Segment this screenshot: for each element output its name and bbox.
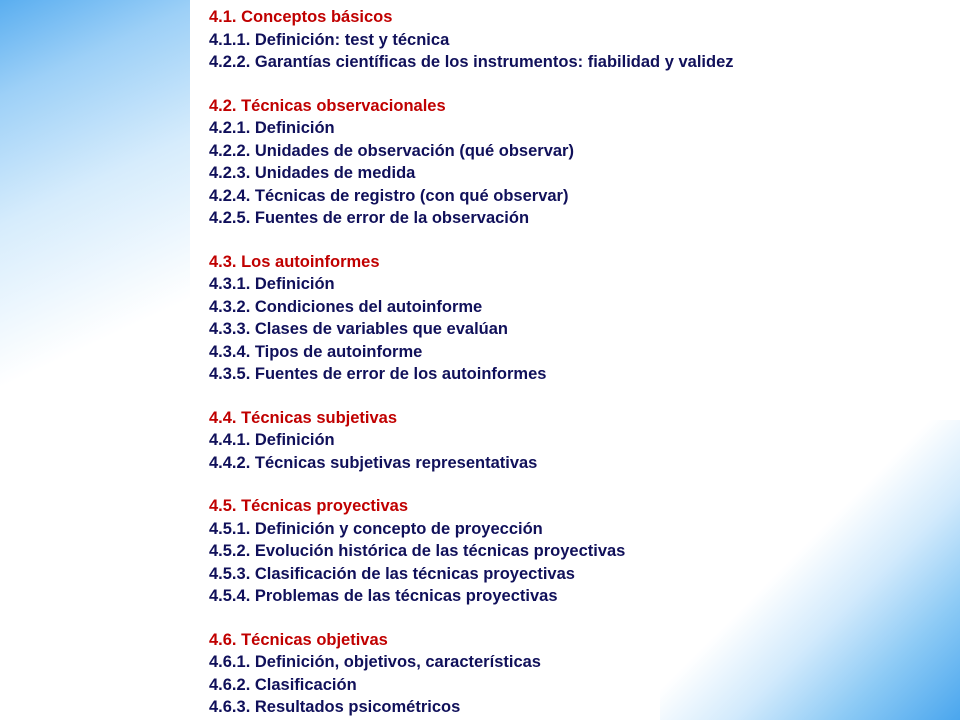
course-outline [209,6,929,720]
outline-item: 4.2.3. Unidades de medida [209,164,416,182]
outline-item: 4.2.2. Unidades de observación (qué observar) [209,141,574,160]
outline-item: 4.3.4. Tipos de autoinforme [209,342,423,361]
outline-item: 4.4.2. Técnicas subjetivas representativas [209,453,538,472]
outline-item: 4.5.3. Clasificación de las técnicas proyectivas [209,564,575,583]
outline-item: 4.6.2. Clasificación [209,675,357,694]
section-tecnicas-objetivas [209,629,929,719]
outline-item: 4.3.2. Condiciones del autoinforme [209,297,483,316]
section-heading: 4.3. Los autoinformes [209,252,380,271]
section-tecnicas-proyectivas [209,495,929,608]
outline-item: 4.5.4. Problemas de las técnicas proyectivas [209,587,558,605]
decorative-gradient-top-left [0,0,190,720]
outline-item: 4.4.1. Definición [209,431,335,449]
section-heading: 4.5. Técnicas proyectivas [209,497,409,515]
section-tecnicas-observacionales [209,95,929,230]
outline-item: 4.5.2. Evolución histórica de las técnicas proyectivas [209,542,626,560]
outline-item: 4.5.1. Definición y concepto de proyección [209,519,543,538]
section-heading: 4.2. Técnicas observacionales [209,96,446,115]
outline-item: 4.6.3. Resultados psicométricos [209,698,461,716]
section-heading: 4.1. Conceptos básicos [209,8,393,26]
outline-item: 4.1.1. Definición: test y técnica [209,30,450,49]
outline-item: 4.2.4. Técnicas de registro (con qué observar) [209,186,569,205]
outline-item: 4.2.1. Definición [209,119,335,137]
section-autoinformes [209,251,929,386]
outline-item: 4.2.2. Garantías científicas de los instrumentos: fiabilidad y validez [209,53,734,71]
section-tecnicas-subjetivas [209,407,929,475]
outline-item: 4.3.3. Clases de variables que evalúan [209,320,508,338]
outline-item: 4.3.5. Fuentes de error de los autoinformes [209,365,547,383]
section-heading: 4.6. Técnicas objetivas [209,630,388,649]
section-conceptos-basicos [209,6,929,74]
outline-item: 4.6.1. Definición, objetivos, características [209,653,541,671]
outline-item: 4.3.1. Definición [209,275,335,293]
section-heading: 4.4. Técnicas subjetivas [209,408,398,427]
outline-item: 4.2.5. Fuentes de error de la observación [209,209,530,227]
